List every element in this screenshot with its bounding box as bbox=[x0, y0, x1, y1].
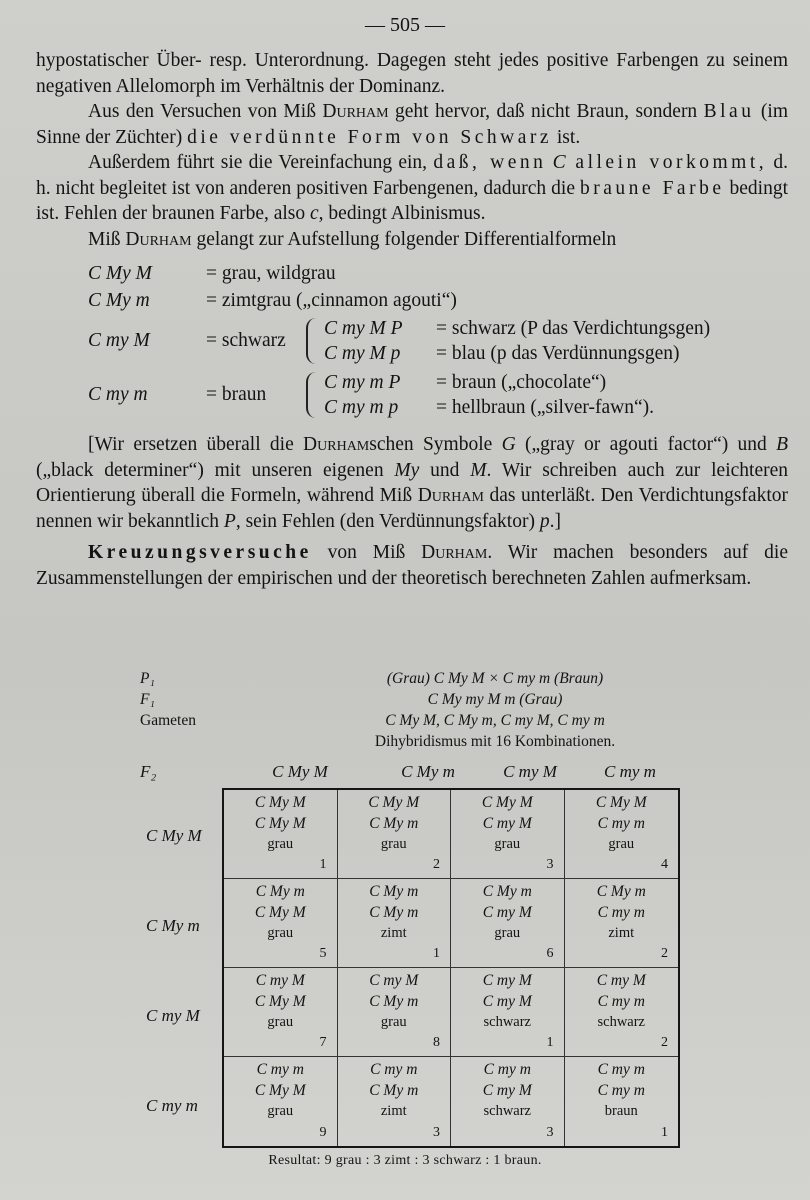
punnett-cell bbox=[338, 879, 452, 968]
cell-number: 3 bbox=[546, 857, 554, 872]
punnett-cell bbox=[451, 790, 565, 879]
cell-number: 3 bbox=[546, 1125, 554, 1140]
cell-gamete-top: C my M bbox=[482, 972, 532, 989]
cell-gamete-top: C my m bbox=[370, 1061, 418, 1078]
cell-gamete-top: C My M bbox=[368, 794, 420, 811]
cell-phenotype: zimt bbox=[608, 925, 635, 941]
cell-phenotype: grau bbox=[267, 836, 294, 852]
p1-value: (Grau) C My M × C my m (Braun) bbox=[386, 670, 604, 687]
row-header: C My M bbox=[146, 826, 202, 845]
cell-phenotype: grau bbox=[267, 1014, 294, 1030]
cell-gamete-top: C My M bbox=[481, 794, 533, 811]
formula-row: C my M = schwarz C my M P = schwarz (P das Verdichtungsgen) C my M p = blau (p das Verdünnungsgen) bbox=[88, 318, 711, 364]
punnett-cell bbox=[451, 1057, 565, 1146]
cell-number: 9 bbox=[319, 1125, 327, 1140]
punnett-cell bbox=[224, 879, 338, 968]
formula-row: C My M = grau, wildgrau bbox=[88, 262, 336, 284]
cell-number: 2 bbox=[433, 857, 440, 872]
column-header: C My M bbox=[272, 762, 328, 781]
cell-phenotype: schwarz bbox=[597, 1014, 645, 1030]
cell-number: 1 bbox=[319, 857, 327, 872]
column-header: C my M bbox=[503, 762, 557, 781]
cell-number: 7 bbox=[319, 1035, 327, 1050]
cell-number: 1 bbox=[433, 946, 440, 961]
cell-number: 1 bbox=[661, 1125, 668, 1140]
cell-phenotype: grau bbox=[494, 836, 521, 852]
punnett-cell bbox=[565, 879, 679, 968]
cell-gamete-bottom: C My M bbox=[254, 1082, 306, 1099]
cell-phenotype: grau bbox=[494, 925, 521, 941]
cell-gamete-top: C my m bbox=[256, 1061, 304, 1078]
cell-gamete-top: C my m bbox=[483, 1061, 531, 1078]
page-number: — 505 — bbox=[365, 14, 445, 36]
punnett-cell bbox=[224, 1057, 338, 1146]
cell-number: 2 bbox=[661, 946, 668, 961]
paragraph-5: [Wir ersetzen überall die Durhamschen Symbole G („gray or agouti factor“) und B („black determiner“) mit unseren eigenen My und M. Wir schreiben auch zur leichteren Orientierung überall die Formeln, während Miß Durham das unterläßt. Den Verdichtungsfaktor nennen wir bekanntlich P, sein Fehlen (den Verdünnungsfaktor) p.] bbox=[36, 434, 789, 532]
cell-gamete-top: C My m bbox=[369, 883, 419, 900]
paragraph-1: hypostatischer Über- resp. Unterordnung. Dagegen steht jedes positive Farbengen zu seinem negativen Allelomorph im Verhältnis der Dominanz. bbox=[36, 50, 788, 97]
cell-gamete-top: C My m bbox=[255, 883, 305, 900]
cell-phenotype: grau bbox=[267, 1103, 294, 1119]
result-line: Resultat: 9 grau : 3 zimt : 3 schwarz : 1 braun. bbox=[268, 1153, 542, 1168]
row-header: C my M bbox=[146, 1006, 200, 1025]
cell-gamete-bottom: C my m bbox=[597, 904, 645, 921]
cell-phenotype: schwarz bbox=[483, 1014, 531, 1030]
cell-gamete-bottom: C My M bbox=[254, 904, 306, 921]
f1-value: C My my M m (Grau) bbox=[427, 691, 563, 708]
cell-gamete-bottom: C My m bbox=[369, 1082, 419, 1099]
brace bbox=[306, 372, 322, 418]
punnett-cell bbox=[338, 790, 452, 879]
cell-gamete-bottom: C my m bbox=[597, 815, 645, 832]
cell-gamete-top: C my M bbox=[255, 972, 305, 989]
cell-gamete-bottom: C my M bbox=[482, 1082, 532, 1099]
cell-gamete-top: C My m bbox=[482, 883, 532, 900]
cell-gamete-bottom: C my M bbox=[482, 904, 532, 921]
cell-gamete-top: C My M bbox=[595, 794, 647, 811]
formula-row: C my m = braun C my m P = braun („chocolate“) C my m p = hellbraun („silver-fawn“). bbox=[88, 372, 654, 418]
cell-gamete-top: C my M bbox=[369, 972, 419, 989]
differential-formulas bbox=[88, 260, 788, 422]
gametes-label: Gameten bbox=[140, 712, 196, 729]
cell-phenotype: grau bbox=[380, 1014, 407, 1030]
cell-phenotype: grau bbox=[267, 925, 294, 941]
punnett-cell bbox=[338, 1057, 452, 1146]
cross-scheme bbox=[140, 668, 660, 752]
cell-gamete-bottom: C my m bbox=[597, 993, 645, 1010]
punnett-cell bbox=[224, 790, 338, 879]
row-header: C my m bbox=[146, 1096, 198, 1115]
dihybrid-note: Dihybridismus mit 16 Kombinationen. bbox=[374, 733, 616, 750]
body-text bbox=[36, 48, 788, 591]
cell-phenotype: schwarz bbox=[483, 1103, 531, 1119]
punnett-cell bbox=[451, 879, 565, 968]
column-header: C my m bbox=[604, 762, 656, 781]
paragraph-6: Kreuzungsversuche von Miß Durham. Wir machen besonders auf die Zusammenstellungen der empirischen und der theoretisch berechneten Zahlen aufmerksam. bbox=[36, 542, 788, 589]
cell-gamete-top: C My m bbox=[596, 883, 646, 900]
row-header: C My m bbox=[146, 916, 200, 935]
cell-gamete-bottom: C my m bbox=[597, 1082, 645, 1099]
brace bbox=[306, 318, 322, 364]
cell-gamete-bottom: C My m bbox=[369, 993, 419, 1010]
cell-gamete-bottom: C My m bbox=[369, 904, 419, 921]
formula-row: C My m = zimtgrau („cinnamon agouti“) bbox=[88, 289, 457, 311]
punnett-cell bbox=[451, 968, 565, 1057]
cell-number: 6 bbox=[546, 946, 554, 961]
column-header: C My m bbox=[401, 762, 455, 781]
cell-number: 1 bbox=[546, 1035, 554, 1050]
cell-gamete-bottom: C my M bbox=[482, 993, 532, 1010]
punnett-cell bbox=[338, 968, 452, 1057]
paragraph-2: Aus den Versuchen von Miß Durham geht hervor, daß nicht Braun, sondern Blau (im Sinne der Züchter) die verdünnte Form von Schwarz ist. bbox=[36, 101, 788, 148]
cell-gamete-bottom: C my M bbox=[482, 815, 532, 832]
cell-number: 8 bbox=[433, 1035, 440, 1050]
cell-phenotype: grau bbox=[380, 836, 407, 852]
cell-gamete-top: C my M bbox=[596, 972, 646, 989]
f1-label: F₁ bbox=[140, 691, 155, 708]
cell-number: 2 bbox=[661, 1035, 668, 1050]
punnett-cell bbox=[565, 790, 679, 879]
cell-phenotype: zimt bbox=[380, 1103, 407, 1119]
cell-number: 5 bbox=[319, 946, 327, 961]
cell-phenotype: braun bbox=[604, 1103, 638, 1119]
cell-number: 4 bbox=[661, 857, 668, 872]
f2-label: F₂ bbox=[140, 762, 157, 781]
cell-gamete-top: C my m bbox=[597, 1061, 645, 1078]
cell-phenotype: zimt bbox=[380, 925, 407, 941]
gametes-value: C My M, C My m, C my M, C my m bbox=[385, 712, 605, 729]
punnett-cell bbox=[565, 968, 679, 1057]
p1-label: P₁ bbox=[140, 670, 155, 687]
cell-gamete-bottom: C My M bbox=[254, 815, 306, 832]
punnett-square bbox=[222, 788, 680, 1148]
cell-gamete-bottom: C My m bbox=[369, 815, 419, 832]
cell-gamete-top: C My M bbox=[254, 794, 306, 811]
punnett-cell bbox=[565, 1057, 679, 1146]
paragraph-4: Miß Durham gelangt zur Aufstellung folgender Differentialformeln bbox=[88, 228, 617, 250]
punnett-cell bbox=[224, 968, 338, 1057]
paragraph-3: Außerdem führt sie die Vereinfachung ein, daß, wenn C allein vorkommt, d. h. nicht begleitet ist von anderen positiven Farbengenen, dadurch die braune Farbe bedingt ist. Fehlen der braunen Farbe, also c, bedingt Albinismus. bbox=[36, 152, 789, 224]
cell-phenotype: grau bbox=[608, 836, 635, 852]
cell-number: 3 bbox=[433, 1125, 440, 1140]
cell-gamete-bottom: C My M bbox=[254, 993, 306, 1010]
